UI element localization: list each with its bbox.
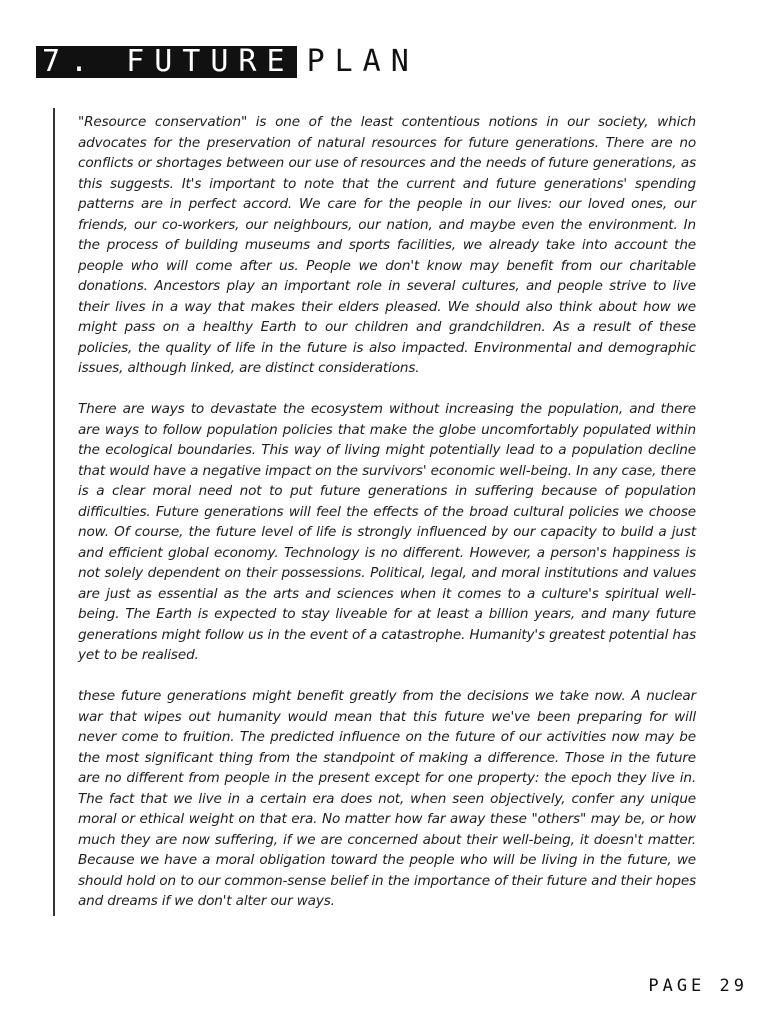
section-title-highlight: 7. FUTURE <box>36 46 297 78</box>
left-vertical-rule <box>53 108 55 916</box>
body-text <box>78 112 696 932</box>
paragraph-1: "Resource conservation" is one of the least contentious notions in our society, which advocates for the preservation of natural resources for future generations. There are no conflicts or shortages between our use of resources and the needs of future generations, as this suggests. It's important to note that the current and future generations' spending patterns are in perfect accord. We care for the people in our lives: our loved ones, our friends, our co-workers, our neighbours, our nation, and maybe even the environment. In the process of building museums and sports facilities, we already take into account the people who will come after us. People we don't know may benefit from our charitable donations. Ancestors play an important role in several cultures, and people strive to live their lives in a way that makes their elders pleased. We should also think about how we might pass on a healthy Earth to our children and grandchildren. As a result of these policies, the quality of life in the future is also impacted. Environmental and demographic issues, although linked, are distinct considerations. <box>78 114 696 376</box>
section-title-rest: PLAN <box>306 44 419 79</box>
paragraph-2: There are ways to devastate the ecosystem without increasing the population, and there are ways to follow population policies that make the globe uncomfortably populated within the ecological boundaries. This way of living might potentially lead to a population decline that would have a negative impact on the survivors' economic well-being. In any case, there is a clear moral need not to put future generations in suffering because of population difficulties. Future generations will feel the effects of the broad cultural policies we choose now. Of course, the future level of life is strongly influenced by our capacity to build a just and efficient global economy. Technology is no different. However, a person's happiness is not solely dependent on their possessions. Political, legal, and moral institutions and values are just as essential as the arts and sciences when it comes to a culture's spiritual well-being. The Earth is expected to stay liveable for at least a billion years, and many future generations might follow us in the event of a catastrophe. Humanity's greatest potential has yet to be realised. <box>78 401 696 663</box>
page-number: PAGE 29 <box>648 976 748 996</box>
section-title <box>36 46 419 78</box>
paragraph-3: these future generations might benefit greatly from the decisions we take now. A nuclear war that wipes out humanity would mean that this future we've been preparing for will never come to fruition. The predicted influence on the future of our activities now may be the most significant thing from the standpoint of making a difference. Those in the future are no different from people in the present except for one property: the epoch they live in. The fact that we live in a certain era does not, when seen objectively, confer any unique moral or ethical weight on that era. No matter how far away these "others" may be, or how much they are now suffering, if we are concerned about their well-being, it doesn't matter. Because we have a moral obligation toward the people who will be living in the future, we should hold on to our common-sense belief in the importance of their future and their hopes and dreams if we don't alter our ways. <box>78 688 696 909</box>
